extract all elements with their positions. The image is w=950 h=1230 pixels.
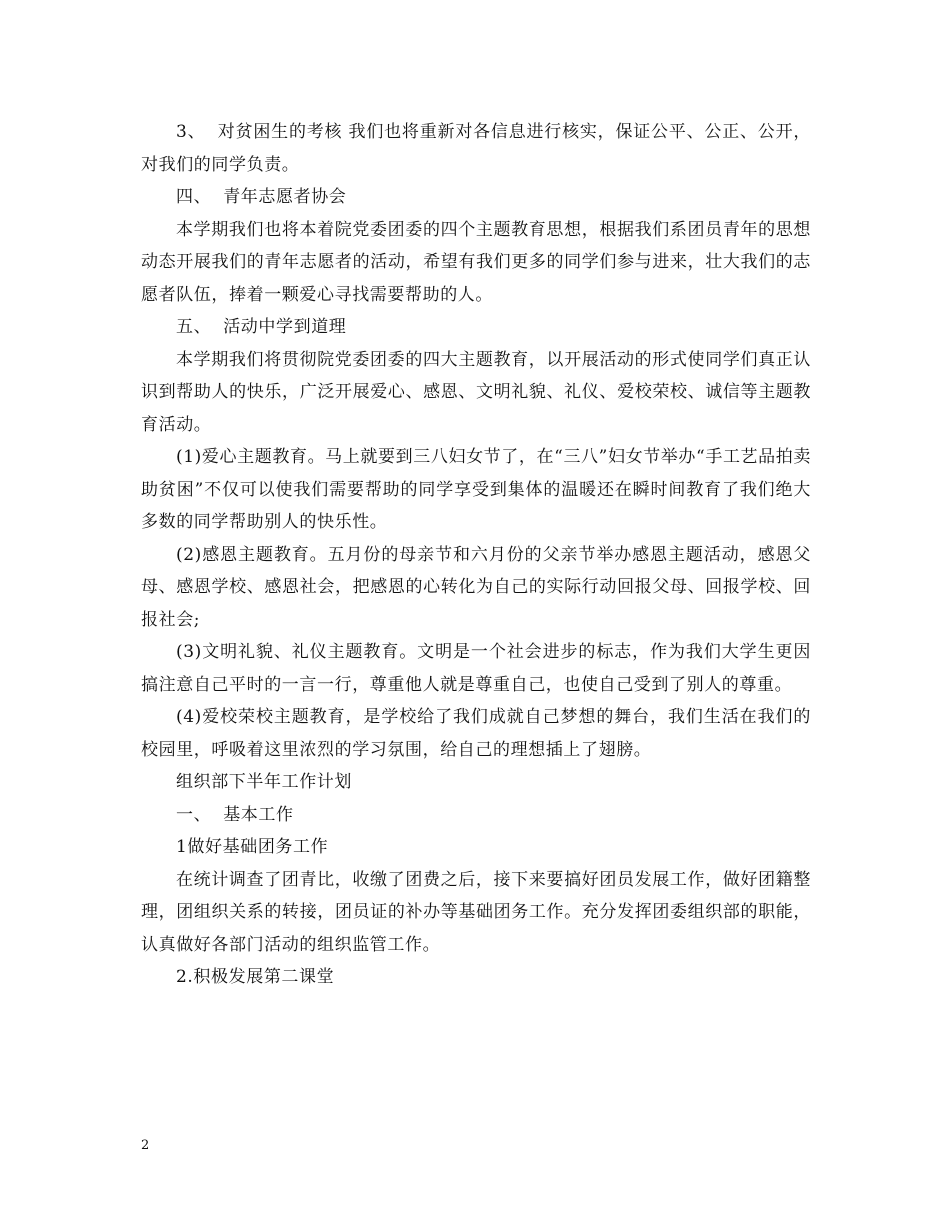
paragraph-poor-student-assessment: 3、 对贫困生的考核 我们也将重新对各信息进行核实，保证公平、公正、公开，对我们的同学负责。	[141, 122, 811, 175]
page-number: 2	[141, 1138, 150, 1153]
paragraph-love-theme: (1)爱心主题教育。马上就要到三八妇女节了，在“三八”妇女节举办“手工艺品拍卖助贫困”不仅可以使我们需要帮助的同学享受到集体的温暖还在瞬时间教育了我们绝大多数的同学帮助别人的快乐性。	[141, 447, 811, 532]
paragraph-theme-education: 本学期我们将贯彻院党委团委的四大主题教育，以开展活动的形式使同学们真正认识到帮助人的快乐，广泛开展爱心、感恩、文明礼貌、礼仪、爱校荣校、诚信等主题教育活动。	[141, 349, 811, 435]
heading-learning-through-activities: 五、 活动中学到道理	[176, 317, 347, 337]
paragraph-volunteer-activities: 本学期我们也将本着院党委团委的四个主题教育思想，根据我们系团员青年的思想动态开展我们的青年志愿者的活动，希望有我们更多的同学们参与进来，壮大我们的志愿者队伍，捧着一颗爱心寻找需要帮助的人。	[141, 219, 811, 305]
heading-basic-league-affairs: 1做好基础团务工作	[176, 837, 329, 857]
paragraph-league-affairs: 在统计调查了团青比，收缴了团费之后，接下来要搞好团员发展工作，做好团籍整理，团组织关系的转接，团员证的补办等基础团务工作。充分发挥团委组织部的职能，认真做好各部门活动的组织监管工作。	[141, 869, 811, 955]
heading-youth-volunteer-association: 四、 青年志愿者协会	[176, 187, 347, 207]
heading-second-classroom: 2.积极发展第二课堂	[176, 967, 335, 987]
heading-organization-plan: 组织部下半年工作计划	[176, 772, 352, 792]
paragraph-love-school-theme: (4)爱校荣校主题教育，是学校给了我们成就自己梦想的舞台，我们生活在我们的校园里，呼吸着这里浓烈的学习氛围，给自己的理想插上了翅膀。	[141, 707, 811, 760]
heading-basic-work: 一、 基本工作	[176, 804, 294, 825]
document-body	[141, 116, 811, 994]
paragraph-civility-theme: (3)文明礼貌、礼仪主题教育。文明是一个社会进步的标志，作为我们大学生更因搞注意自己平时的一言一行，尊重他人就是尊重自己，也使自己受到了别人的尊重。	[141, 642, 811, 695]
paragraph-gratitude-theme: (2)感恩主题教育。五月份的母亲节和六月份的父亲节举办感恩主题活动，感恩父母、感恩学校、感恩社会，把感恩的心转化为自己的实际行动回报父母、回报学校、回报社会;	[141, 544, 811, 630]
